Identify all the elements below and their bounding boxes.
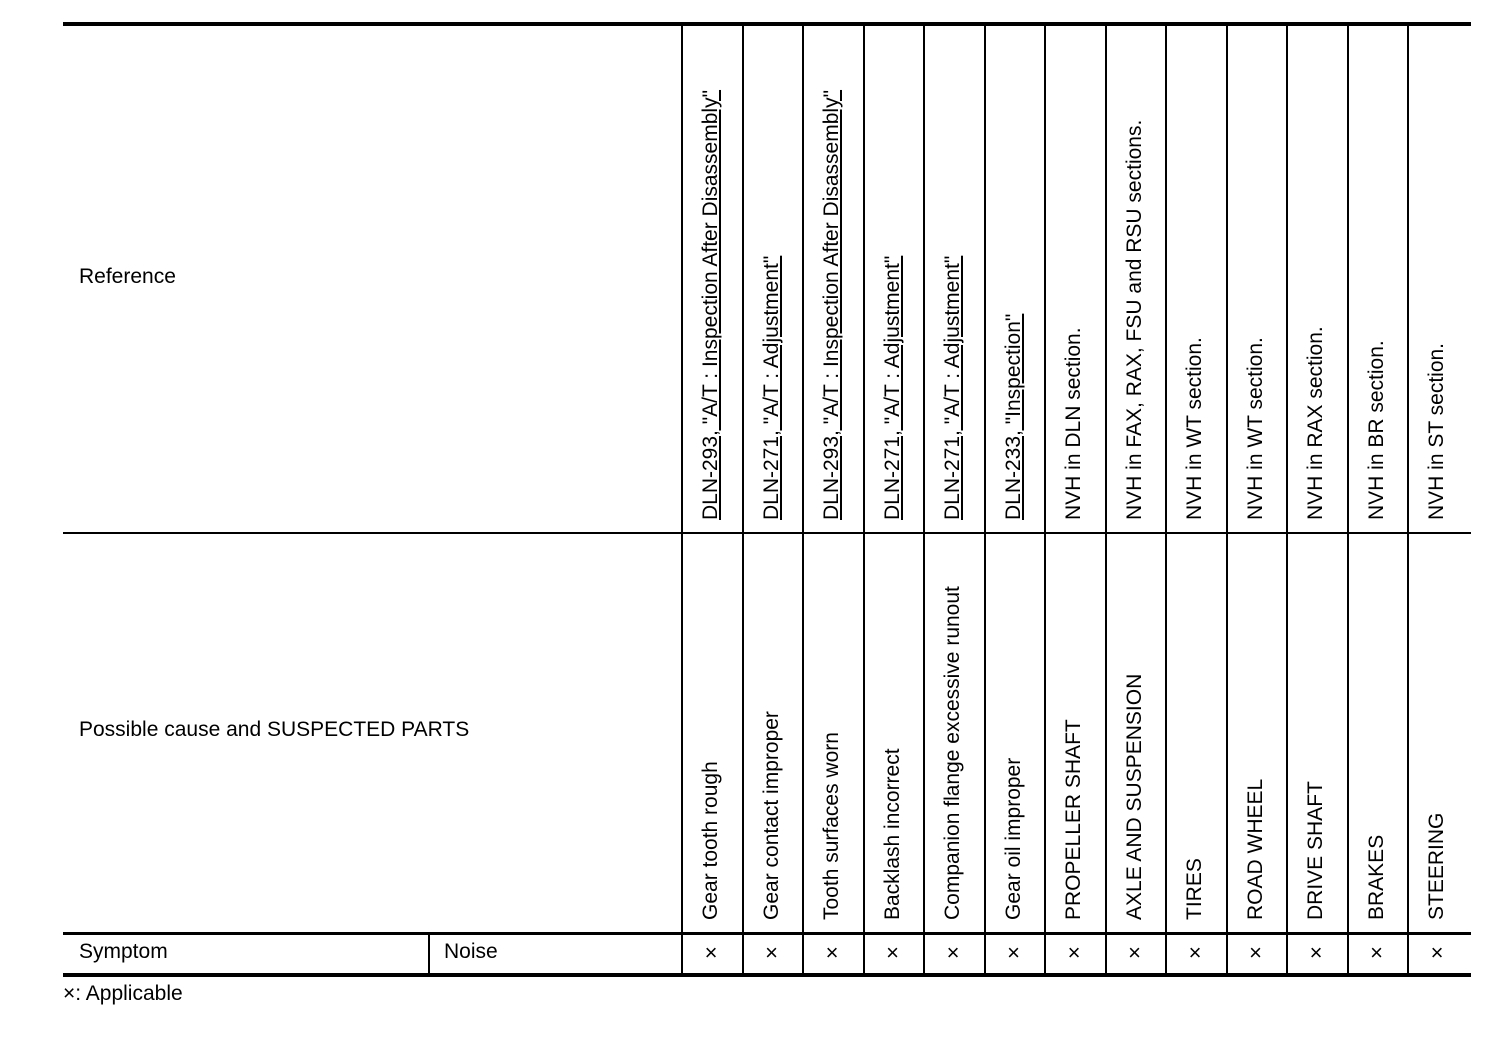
reference-text: NVH in DLN section. (1062, 327, 1085, 520)
suspected-part-text: STEERING (1425, 812, 1448, 920)
suspected-part-text: Backlash incorrect (880, 748, 904, 920)
reference-cell (742, 26, 802, 530)
suspected-part-cell (923, 534, 983, 930)
applicable-mark: × (946, 940, 960, 965)
reference-cell (923, 26, 983, 530)
suspected-part-cell (1286, 534, 1346, 930)
applicable-mark: × (1370, 940, 1383, 965)
suspected-part-cell (1044, 534, 1104, 930)
suspected-part-text: Tooth surfaces worn (820, 732, 843, 920)
reference-text: NVH in RAX section. (1304, 326, 1327, 520)
reference-cell (681, 26, 741, 530)
suspected-part-text: AXLE AND SUSPENSION (1122, 673, 1146, 920)
suspected-part-text: BRAKES (1364, 834, 1388, 920)
reference-text: NVH in BR section. (1364, 340, 1388, 520)
applicable-mark: × (1128, 940, 1141, 965)
reference-cell (1044, 26, 1104, 530)
row-divider-parts (63, 932, 1471, 935)
reference-cell (984, 26, 1044, 530)
reference-text: NVH in WT section. (1183, 337, 1206, 520)
suspected-parts-label: Possible cause and SUSPECTED PARTS (79, 718, 470, 741)
reference-cell (1226, 26, 1286, 530)
suspected-part-cell (1407, 534, 1467, 930)
suspected-part-text: PROPELLER SHAFT (1062, 719, 1085, 920)
suspected-part-cell (681, 534, 741, 930)
reference-cell (863, 26, 923, 530)
applicable-mark: × (825, 940, 839, 965)
suspected-part-text: Gear oil improper (1001, 757, 1025, 920)
suspected-part-cell (802, 534, 862, 930)
applicable-mark: × (1430, 940, 1444, 965)
applicable-mark: × (1309, 940, 1323, 965)
reference-label: Reference (79, 265, 176, 288)
reference-text: NVH in WT section. (1243, 337, 1267, 520)
reference-link[interactable]: DLN-271, "A/T : Adjustment" (941, 255, 964, 520)
table-bottom-border (63, 973, 1471, 977)
reference-cell (1286, 26, 1346, 530)
reference-cell (802, 26, 862, 530)
symptom-label: Symptom (79, 940, 168, 963)
symptom-divider (428, 934, 430, 974)
applicable-mark: × (765, 940, 778, 965)
legend: ×: Applicable (63, 982, 183, 1005)
reference-cell (1105, 26, 1165, 530)
symptom-noise-label: Noise (444, 940, 498, 963)
suspected-part-cell (1105, 534, 1165, 930)
applicable-mark: × (1249, 940, 1262, 965)
suspected-part-text: DRIVE SHAFT (1304, 781, 1327, 920)
applicable-mark: × (1188, 940, 1202, 965)
suspected-part-text: ROAD WHEEL (1243, 778, 1267, 920)
applicable-mark: × (704, 940, 718, 965)
reference-text: NVH in ST section. (1425, 342, 1448, 520)
reference-cell (1165, 26, 1225, 530)
suspected-part-cell (984, 534, 1044, 930)
suspected-part-text: Gear contact improper (759, 711, 783, 920)
reference-link[interactable]: DLN-293, "A/T : Inspection After Disassembly" (699, 89, 722, 520)
reference-link[interactable]: DLN-233, "Inspection" (1001, 313, 1025, 520)
reference-text: NVH in FAX, RAX, FSU and RSU sections. (1122, 119, 1146, 520)
reference-cell (1407, 26, 1467, 530)
suspected-part-cell (1165, 534, 1225, 930)
applicable-mark: × (1007, 940, 1020, 965)
reference-cell (1347, 26, 1407, 530)
reference-link[interactable]: DLN-293, "A/T : Inspection After Disassembly" (820, 89, 843, 520)
noise-diagnosis-table (63, 22, 1471, 977)
applicable-mark: × (1067, 940, 1081, 965)
suspected-part-text: TIRES (1183, 858, 1206, 920)
suspected-part-text: Companion flange excessive runout (941, 586, 964, 920)
reference-link[interactable]: DLN-271, "A/T : Adjustment" (880, 255, 904, 520)
suspected-part-cell (1347, 534, 1407, 930)
reference-link[interactable]: DLN-271, "A/T : Adjustment" (759, 255, 783, 520)
suspected-part-cell (742, 534, 802, 930)
suspected-part-cell (863, 534, 923, 930)
applicable-mark: × (886, 940, 899, 965)
suspected-part-cell (1226, 534, 1286, 930)
suspected-part-text: Gear tooth rough (699, 761, 722, 920)
